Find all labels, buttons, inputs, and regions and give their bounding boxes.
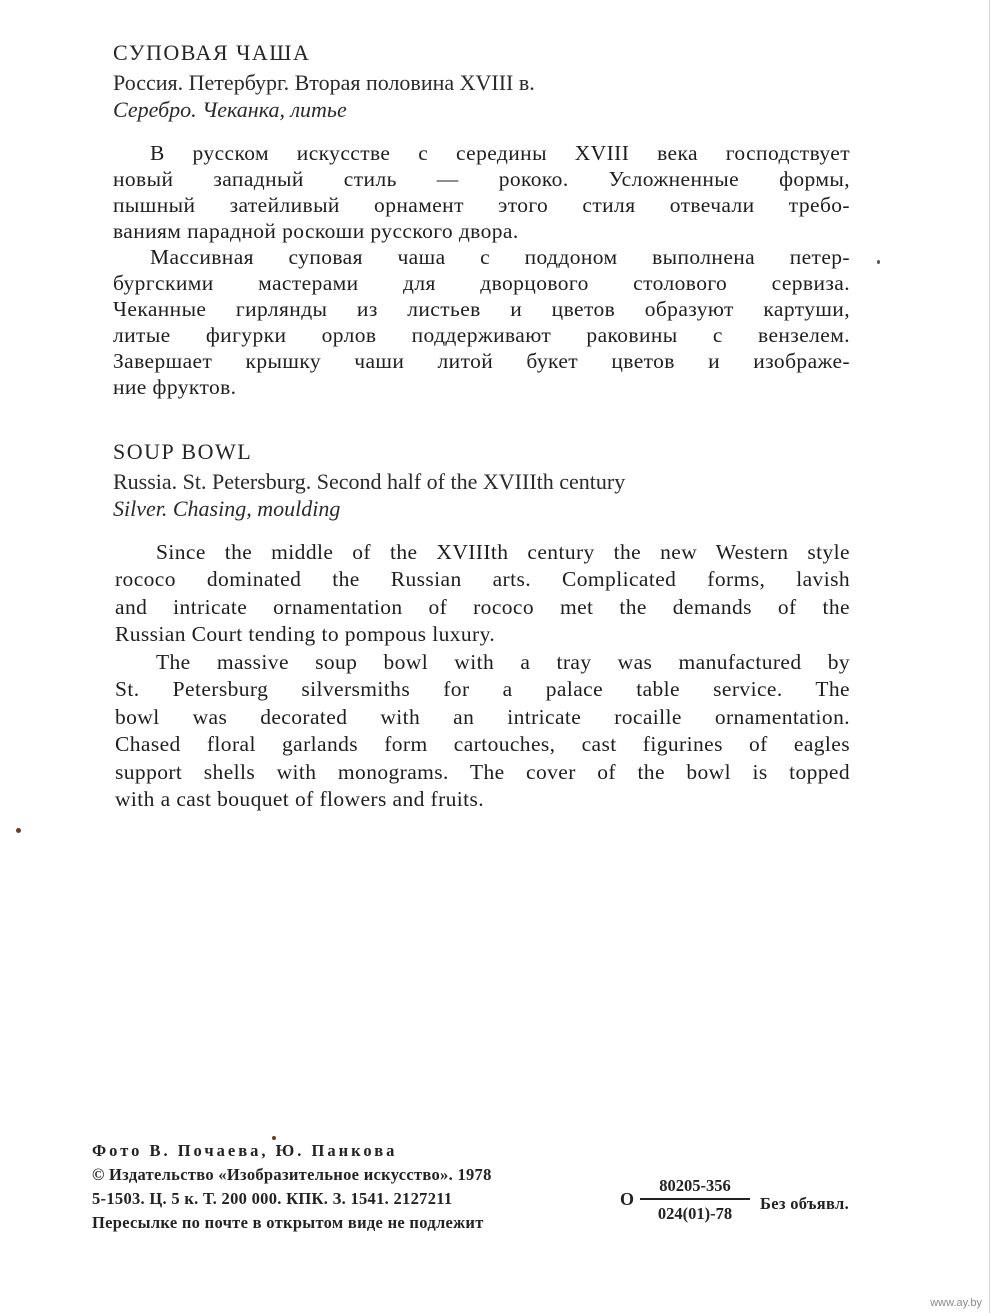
fraction-bar (640, 1198, 750, 1200)
catalog-index-fraction (640, 1176, 750, 1224)
photo-credit: Фото В. Почаева, Ю. Панкова (92, 1141, 398, 1160)
ink-speck (877, 260, 880, 264)
catalog-index-denominator: 024(01)-78 (657, 1204, 733, 1223)
catalog-index-numerator: 80205-356 (659, 1176, 731, 1195)
publisher-line: © Издательство «Изобразительное искусство». 1978 (92, 1165, 492, 1184)
english-text-line: St. Petersburg silversmiths for a palace table service. The (115, 677, 850, 701)
english-text-line: and intricate ornamentation of rococo met the demands of the (115, 595, 850, 619)
russian-text-line: ние фруктов. (113, 375, 237, 399)
english-text-line: Chased floral garlands form cartouches, cast figurines of eagles (115, 732, 850, 756)
english-text-line: Since the middle of the XVIIIth century the new Western style (156, 540, 850, 564)
russian-text-line: бургскими мастерами для дворцового столового сервиза. (113, 271, 850, 295)
english-text-line: bowl was decorated with an intricate rocaille ornamentation. (115, 705, 850, 729)
ink-speck (272, 1136, 276, 1140)
english-text-line: The massive soup bowl with a tray was manufactured by (156, 650, 850, 674)
russian-text-line: Массивная суповая чаша с поддоном выполнена петер- (150, 245, 850, 269)
russian-text-line: ваниям парадной роскоши русского двора. (113, 219, 519, 243)
russian-text-line: новый западный стиль — рококо. Усложненные формы, (113, 167, 850, 191)
russian-title: СУПОВАЯ ЧАША (113, 40, 311, 65)
russian-text-line: Чеканные гирлянды из листьев и цветов образуют картуши, (113, 297, 850, 321)
no-announcement-note: Без объявл. (760, 1194, 849, 1213)
russian-text-line: В русском искусстве с середины XVIII века господствует (150, 141, 850, 165)
english-text-line: with a cast bouquet of flowers and fruits. (115, 787, 485, 811)
mail-note: Пересылке по почте в открытом виде не подлежит (92, 1213, 484, 1232)
english-text-line: support shells with monograms. The cover of the bowl is topped (115, 760, 850, 784)
russian-origin: Россия. Петербург. Вторая половина XVIII в. (113, 70, 535, 95)
english-title: SOUP BOWL (113, 439, 253, 464)
index-prefix: О (620, 1189, 635, 1209)
english-text-line: Russian Court tending to pompous luxury. (115, 622, 496, 646)
ink-speck (16, 828, 21, 833)
english-text-line: rococo dominated the Russian arts. Complicated forms, lavish (115, 567, 850, 591)
russian-material: Серебро. Чеканка, литье (113, 97, 347, 122)
russian-text-line: Завершает крышку чаши литой букет цветов и изображе- (113, 349, 850, 373)
print-info-line: 5-1503. Ц. 5 к. Т. 200 000. КПК. З. 1541. 2127211 (92, 1189, 453, 1208)
english-origin: Russia. St. Petersburg. Second half of the XVIIIth century (113, 469, 626, 494)
russian-text-line: пышный затейливый орнамент этого стиля отвечали требо- (113, 193, 850, 217)
english-material: Silver. Chasing, moulding (113, 496, 341, 521)
scan-edge-line (989, 0, 990, 1313)
russian-text-line: литые фигурки орлов поддерживают раковины с вензелем. (113, 323, 850, 347)
watermark: www.ay.by (930, 1297, 982, 1309)
